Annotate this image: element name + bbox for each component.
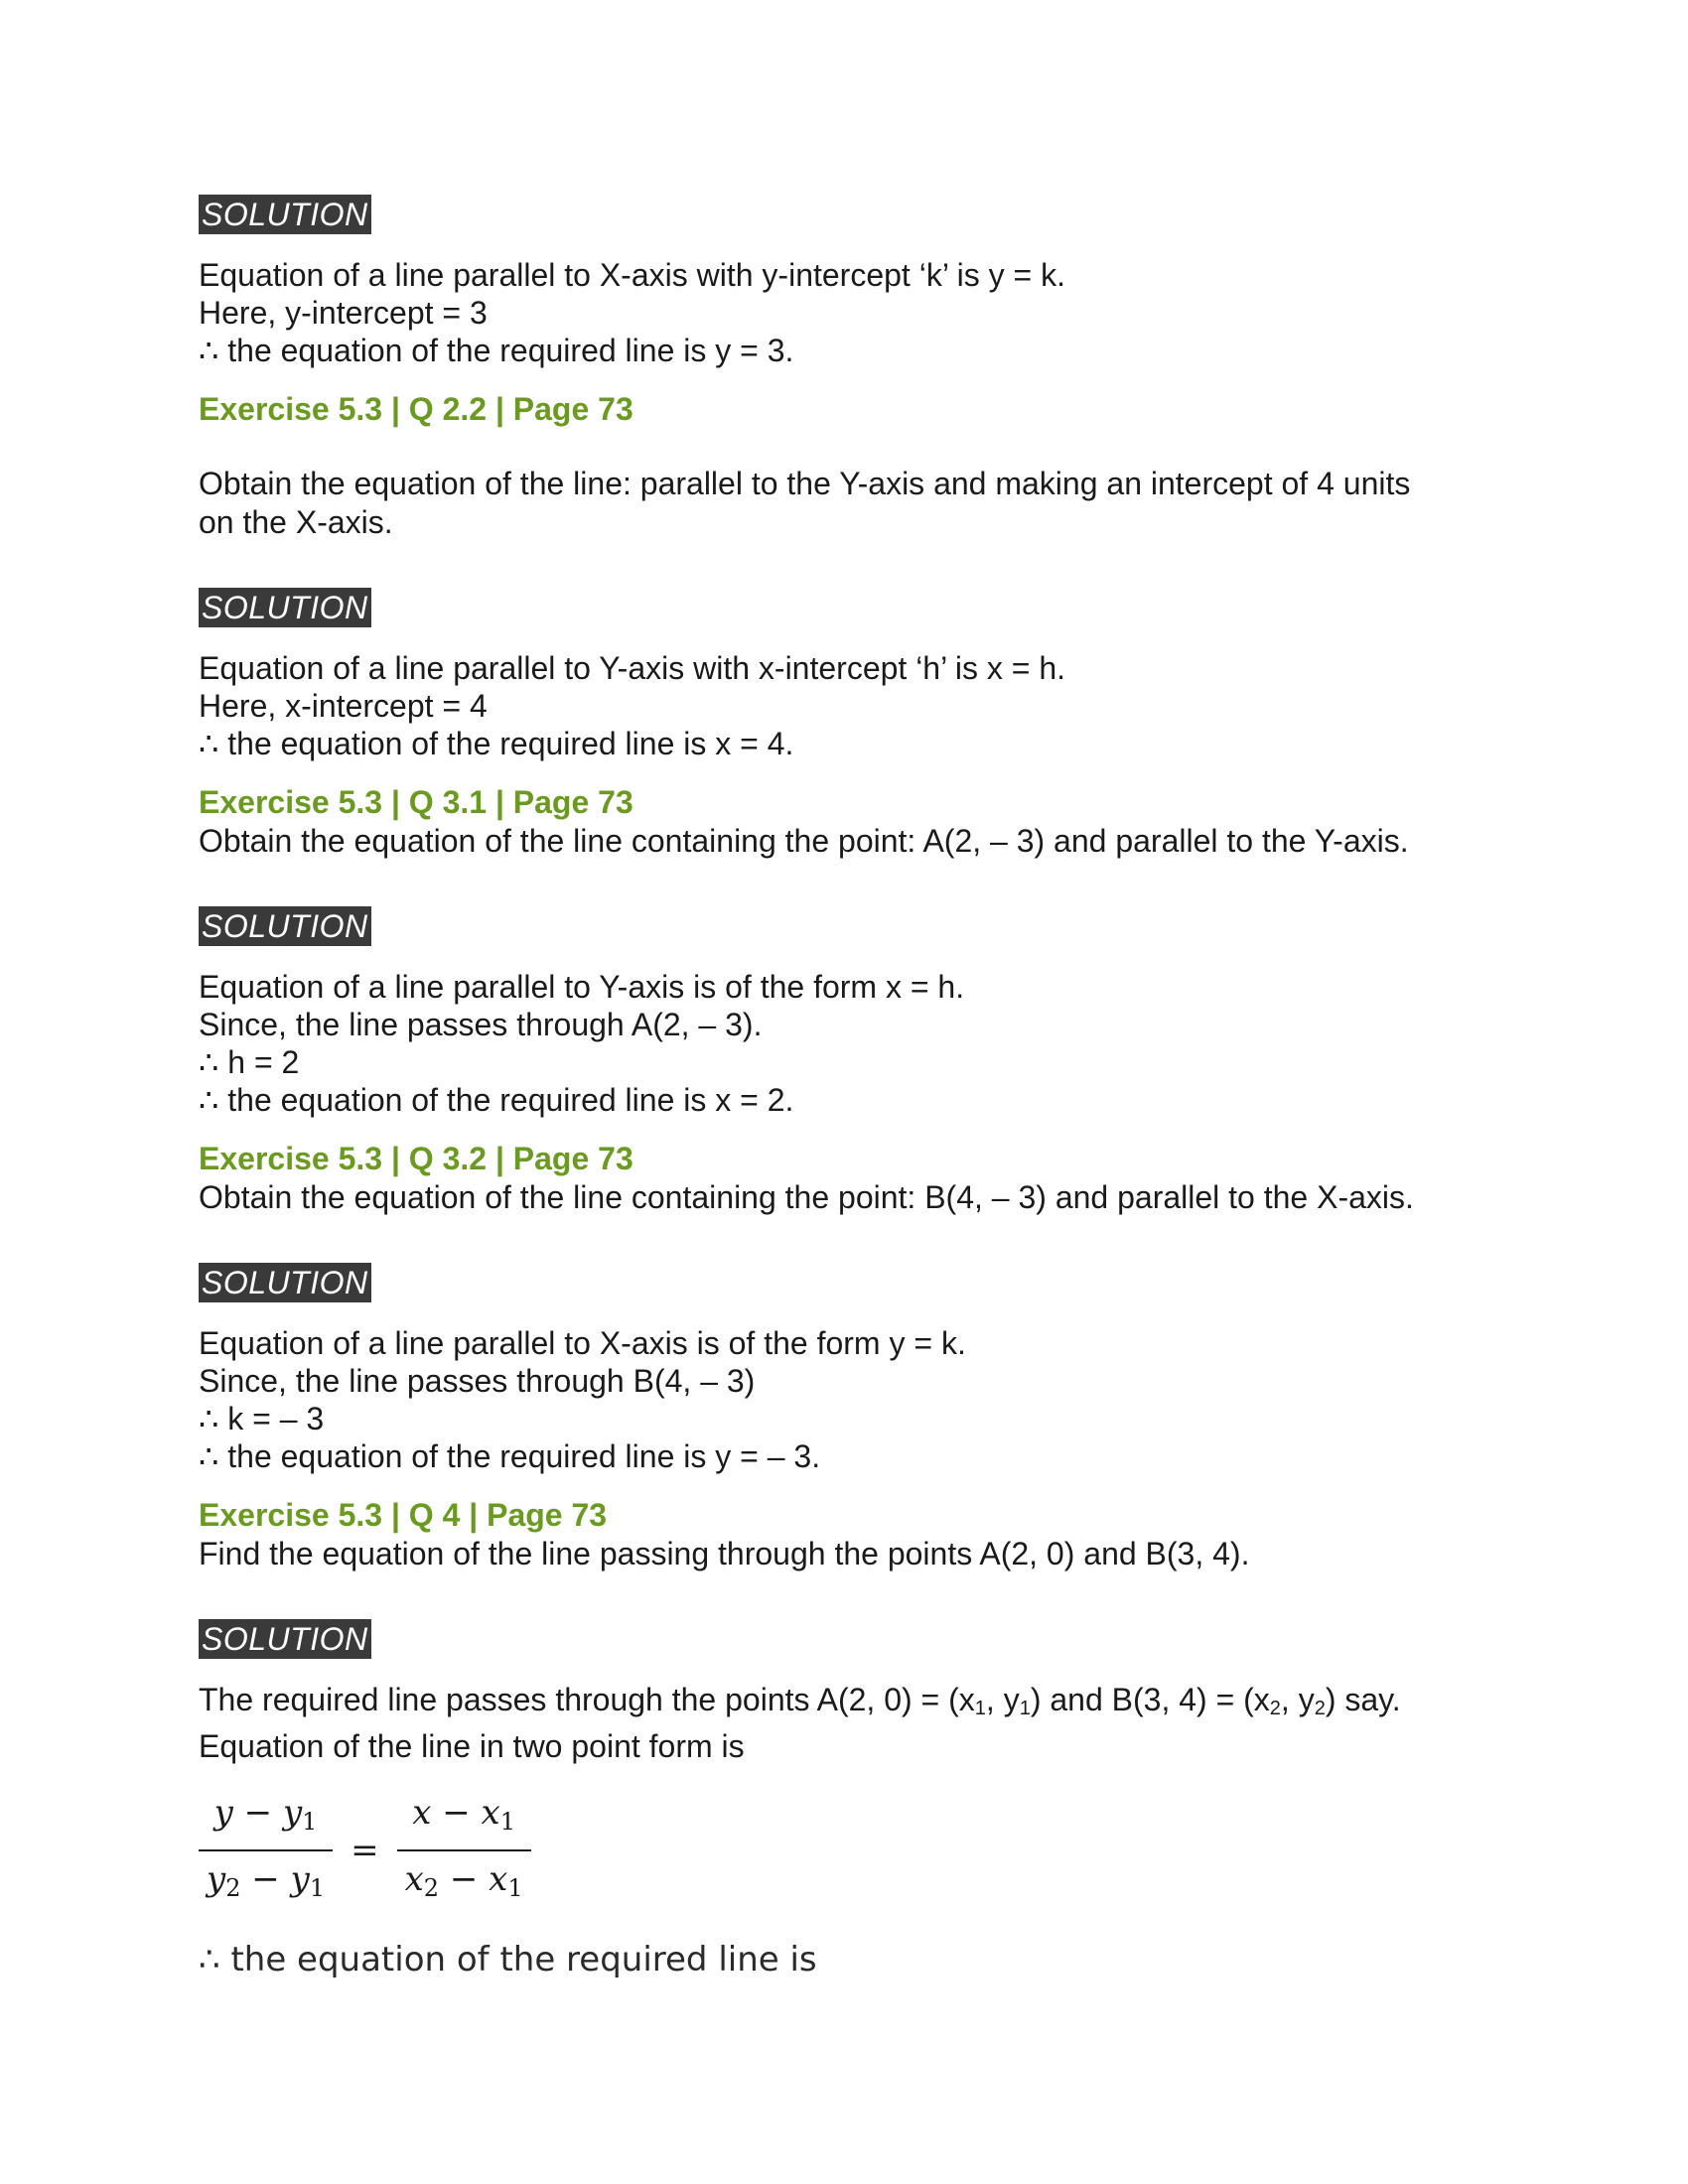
solution-line: Equation of a line parallel to X-axis with y-intercept ‘k’ is y = k. — [199, 257, 1065, 293]
solution-line: ∴ the equation of the required line is y = 3. — [199, 333, 794, 368]
fraction-denominator: x2 − x1 — [397, 1849, 531, 1910]
fraction-right — [397, 1791, 531, 1910]
solution-badge: SOLUTION — [199, 1263, 371, 1302]
solution-line: ∴ k = – 3 — [199, 1401, 325, 1436]
question-text: Obtain the equation of the line: parallel to the Y-axis and making an intercept of 4 units — [199, 466, 1411, 501]
question-text: Find the equation of the line passing through the points A(2, 0) and B(3, 4). — [199, 1536, 1250, 1571]
solution-line: Since, the line passes through A(2, – 3). — [199, 1007, 763, 1042]
solution-line: Equation of a line parallel to Y-axis is of the form x = h. — [199, 969, 965, 1005]
solution-line: ∴ the equation of the required line is x = 4. — [199, 726, 794, 761]
fraction-numerator: x − x1 — [412, 1793, 515, 1836]
exercise-heading: Exercise 5.3 | Q 4 | Page 73 — [199, 1497, 608, 1533]
two-point-formula — [199, 1791, 1489, 1910]
question-text: Obtain the equation of the line containing the point: A(2, – 3) and parallel to the Y-axis. — [199, 823, 1409, 859]
solution-line: Here, x-intercept = 4 — [199, 688, 488, 724]
solution-line: Equation of a line parallel to X-axis is of the form y = k. — [199, 1325, 966, 1361]
solution-badge: SOLUTION — [199, 906, 371, 946]
solution-badge: SOLUTION — [199, 1619, 371, 1659]
fraction-numerator: y − y1 — [213, 1793, 318, 1836]
document-page — [199, 195, 1489, 1981]
question-text: Obtain the equation of the line containing the point: B(4, – 3) and parallel to the X-axis. — [199, 1179, 1414, 1215]
solution-line: Equation of a line parallel to Y-axis with x-intercept ‘h’ is x = h. — [199, 650, 1066, 686]
solution-badge: SOLUTION — [199, 588, 371, 627]
equals-sign: = — [351, 1831, 379, 1870]
fraction-left — [199, 1791, 333, 1910]
solution-line: Since, the line passes through B(4, – 3) — [199, 1363, 756, 1399]
exercise-heading: Exercise 5.3 | Q 2.2 | Page 73 — [199, 391, 633, 427]
solution-line: ∴ the equation of the required line is y = – 3. — [199, 1438, 821, 1474]
solution-line: Equation of the line in two point form is — [199, 1728, 745, 1764]
solution-badge: SOLUTION — [199, 195, 371, 234]
fraction-denominator: y2 − y1 — [199, 1849, 333, 1910]
solution-line: ∴ the equation of the required line is x = 2. — [199, 1082, 794, 1118]
solution-line: ∴ h = 2 — [199, 1044, 300, 1080]
exercise-heading: Exercise 5.3 | Q 3.2 | Page 73 — [199, 1141, 633, 1176]
solution-line: Here, y-intercept = 3 — [199, 295, 488, 331]
solution-block — [199, 195, 1489, 369]
question-text: on the X-axis. — [199, 504, 393, 540]
exercise-heading: Exercise 5.3 | Q 3.1 | Page 73 — [199, 784, 633, 820]
final-statement: ∴ the equation of the required line is — [199, 1940, 817, 1979]
two-point-statement: The required line passes through the points A(2, $0) = (x_1$, $y_1$) and B(3, $4) = (x_2$, $y_2$) say. — [199, 1682, 1401, 1719]
